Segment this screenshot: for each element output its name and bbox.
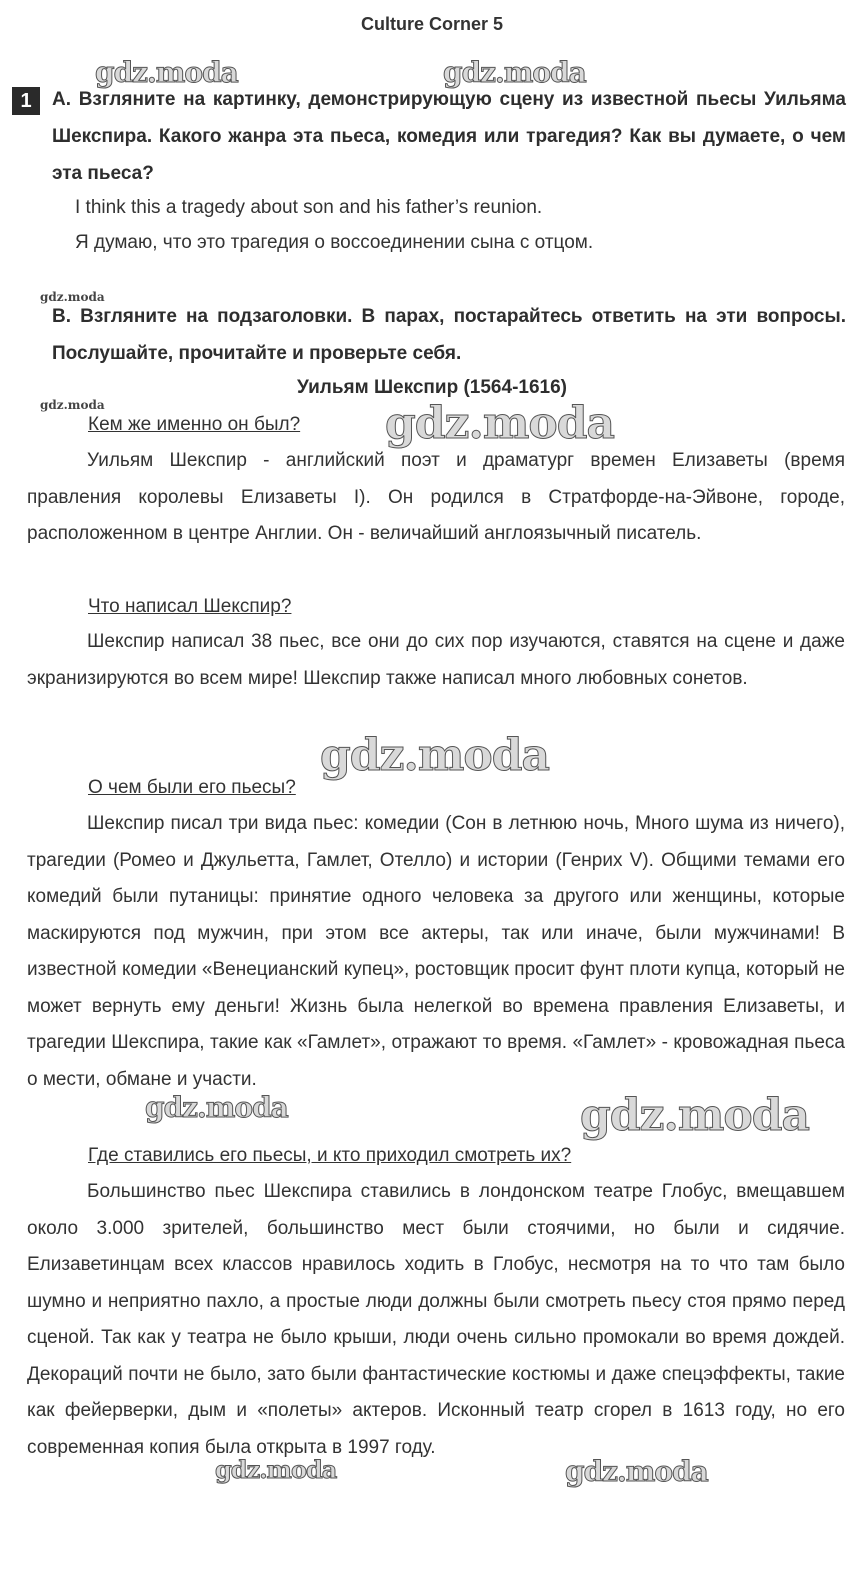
section-heading-what-wrote: Что написал Шекспир?: [88, 596, 292, 617]
section-heading-who: Кем же именно он был?: [88, 414, 301, 435]
section-paragraph: Уильям Шекспир - английский поэт и драматург времен Елизаветы (время правления королевы Елизаветы I). Он родился в Стратфорде-на-Эйвоне, городе, расположенном в центре Англии. Он - величайший англоязычный писатель.: [27, 450, 845, 544]
section-text-where-staged: [27, 1174, 845, 1466]
watermark: gdz.moda: [565, 1455, 708, 1488]
exercise-number-badge: 1: [12, 87, 40, 115]
watermark: gdz.moda: [320, 730, 550, 781]
section-text-plays-about: [27, 806, 845, 1098]
watermark: gdz.moda: [215, 1455, 337, 1484]
section-paragraph: Шекспир написал 38 пьес, все они до сих пор изучаются, ставятся на сцене и даже экранизируются во всем мире! Шекспир также написал много любовных сонетов.: [27, 631, 845, 689]
watermark: gdz.moda: [443, 56, 586, 89]
task-b-instruction: [52, 298, 846, 372]
watermark: gdz.moda: [95, 56, 238, 89]
section-paragraph: Большинство пьес Шекспира ставились в лондонском театре Глобус, вмещавшем около 3.000 зрителей, большинство мест были стоячими, но были и сидячие. Елизаветинцам всех классов нравилось ходить в Глобус, несмотря на то что там было шумно и неприятно пахло, а простые люди должны были смотреть пьесу стоя прямо перед сценой. Так как у театра не было крыши, люди очень сильно промокали во время дождей. Декораций почти не было, зато были фантастические костюмы и даже спецэффекты, такие как фейерверки, дым и «полеты» актеров. Исконный театр сгорел в 1613 году, но его современная копия была открыта в 1997 году.: [27, 1181, 845, 1458]
page-title: Culture Corner 5: [360, 14, 504, 34]
section-text-what-wrote: [27, 624, 845, 697]
article-title: Уильям Шекспир (1564-1616): [297, 377, 567, 398]
watermark: gdz.moda: [40, 290, 105, 304]
watermark: gdz.moda: [580, 1090, 810, 1141]
section-heading-where-staged: Где ставились его пьесы, и кто приходил смотреть их?: [88, 1145, 572, 1166]
watermark: gdz.moda: [145, 1091, 288, 1124]
section-paragraph: Шекспир писал три вида пьес: комедии (Сон в летнюю ночь, Много шума из ничего), трагедии (Ромео и Джульетта, Гамлет, Отелло) и истории (Генрих V). Общими темами его комедий были путаницы: принятие одного человека за другого или женщины, которые маскируются под мужчин, при этом все актеры, так или иначе, были мужчинами! В известной комедии «Венецианский купец», ростовщик просит фунт плоти купца, который не может вернуть ему деньги! Жизнь была нелегкой во времена правления Елизаветы, и трагедии Шекспира, такие как «Гамлет», отражают то время. «Гамлет» - кровожадная пьеса о мести, обмане и участи.: [27, 813, 845, 1090]
watermark: gdz.moda: [40, 398, 105, 412]
answer-english: I think this a tragedy about son and his father’s reunion.: [75, 197, 543, 218]
section-heading-plays-about: О чем были его пьесы?: [88, 777, 296, 798]
watermark: gdz.moda: [385, 398, 615, 449]
task-a-instruction: A. Взгляните на картинку, демонстрирующую сцену из известной пьесы Уильяма Шекспира. Какого жанра эта пьеса, комедия или трагедия? Как вы думаете, о чем эта пьеса?: [52, 89, 846, 184]
section-text-who: [27, 443, 845, 553]
task-b-text: B. Взгляните на подзаголовки. В парах, постарайтесь ответить на эти вопросы. Послушайте, прочитайте и проверьте себя.: [52, 306, 846, 364]
answer-russian: Я думаю, что это трагедия о воссоединении сына с отцом.: [75, 232, 594, 253]
